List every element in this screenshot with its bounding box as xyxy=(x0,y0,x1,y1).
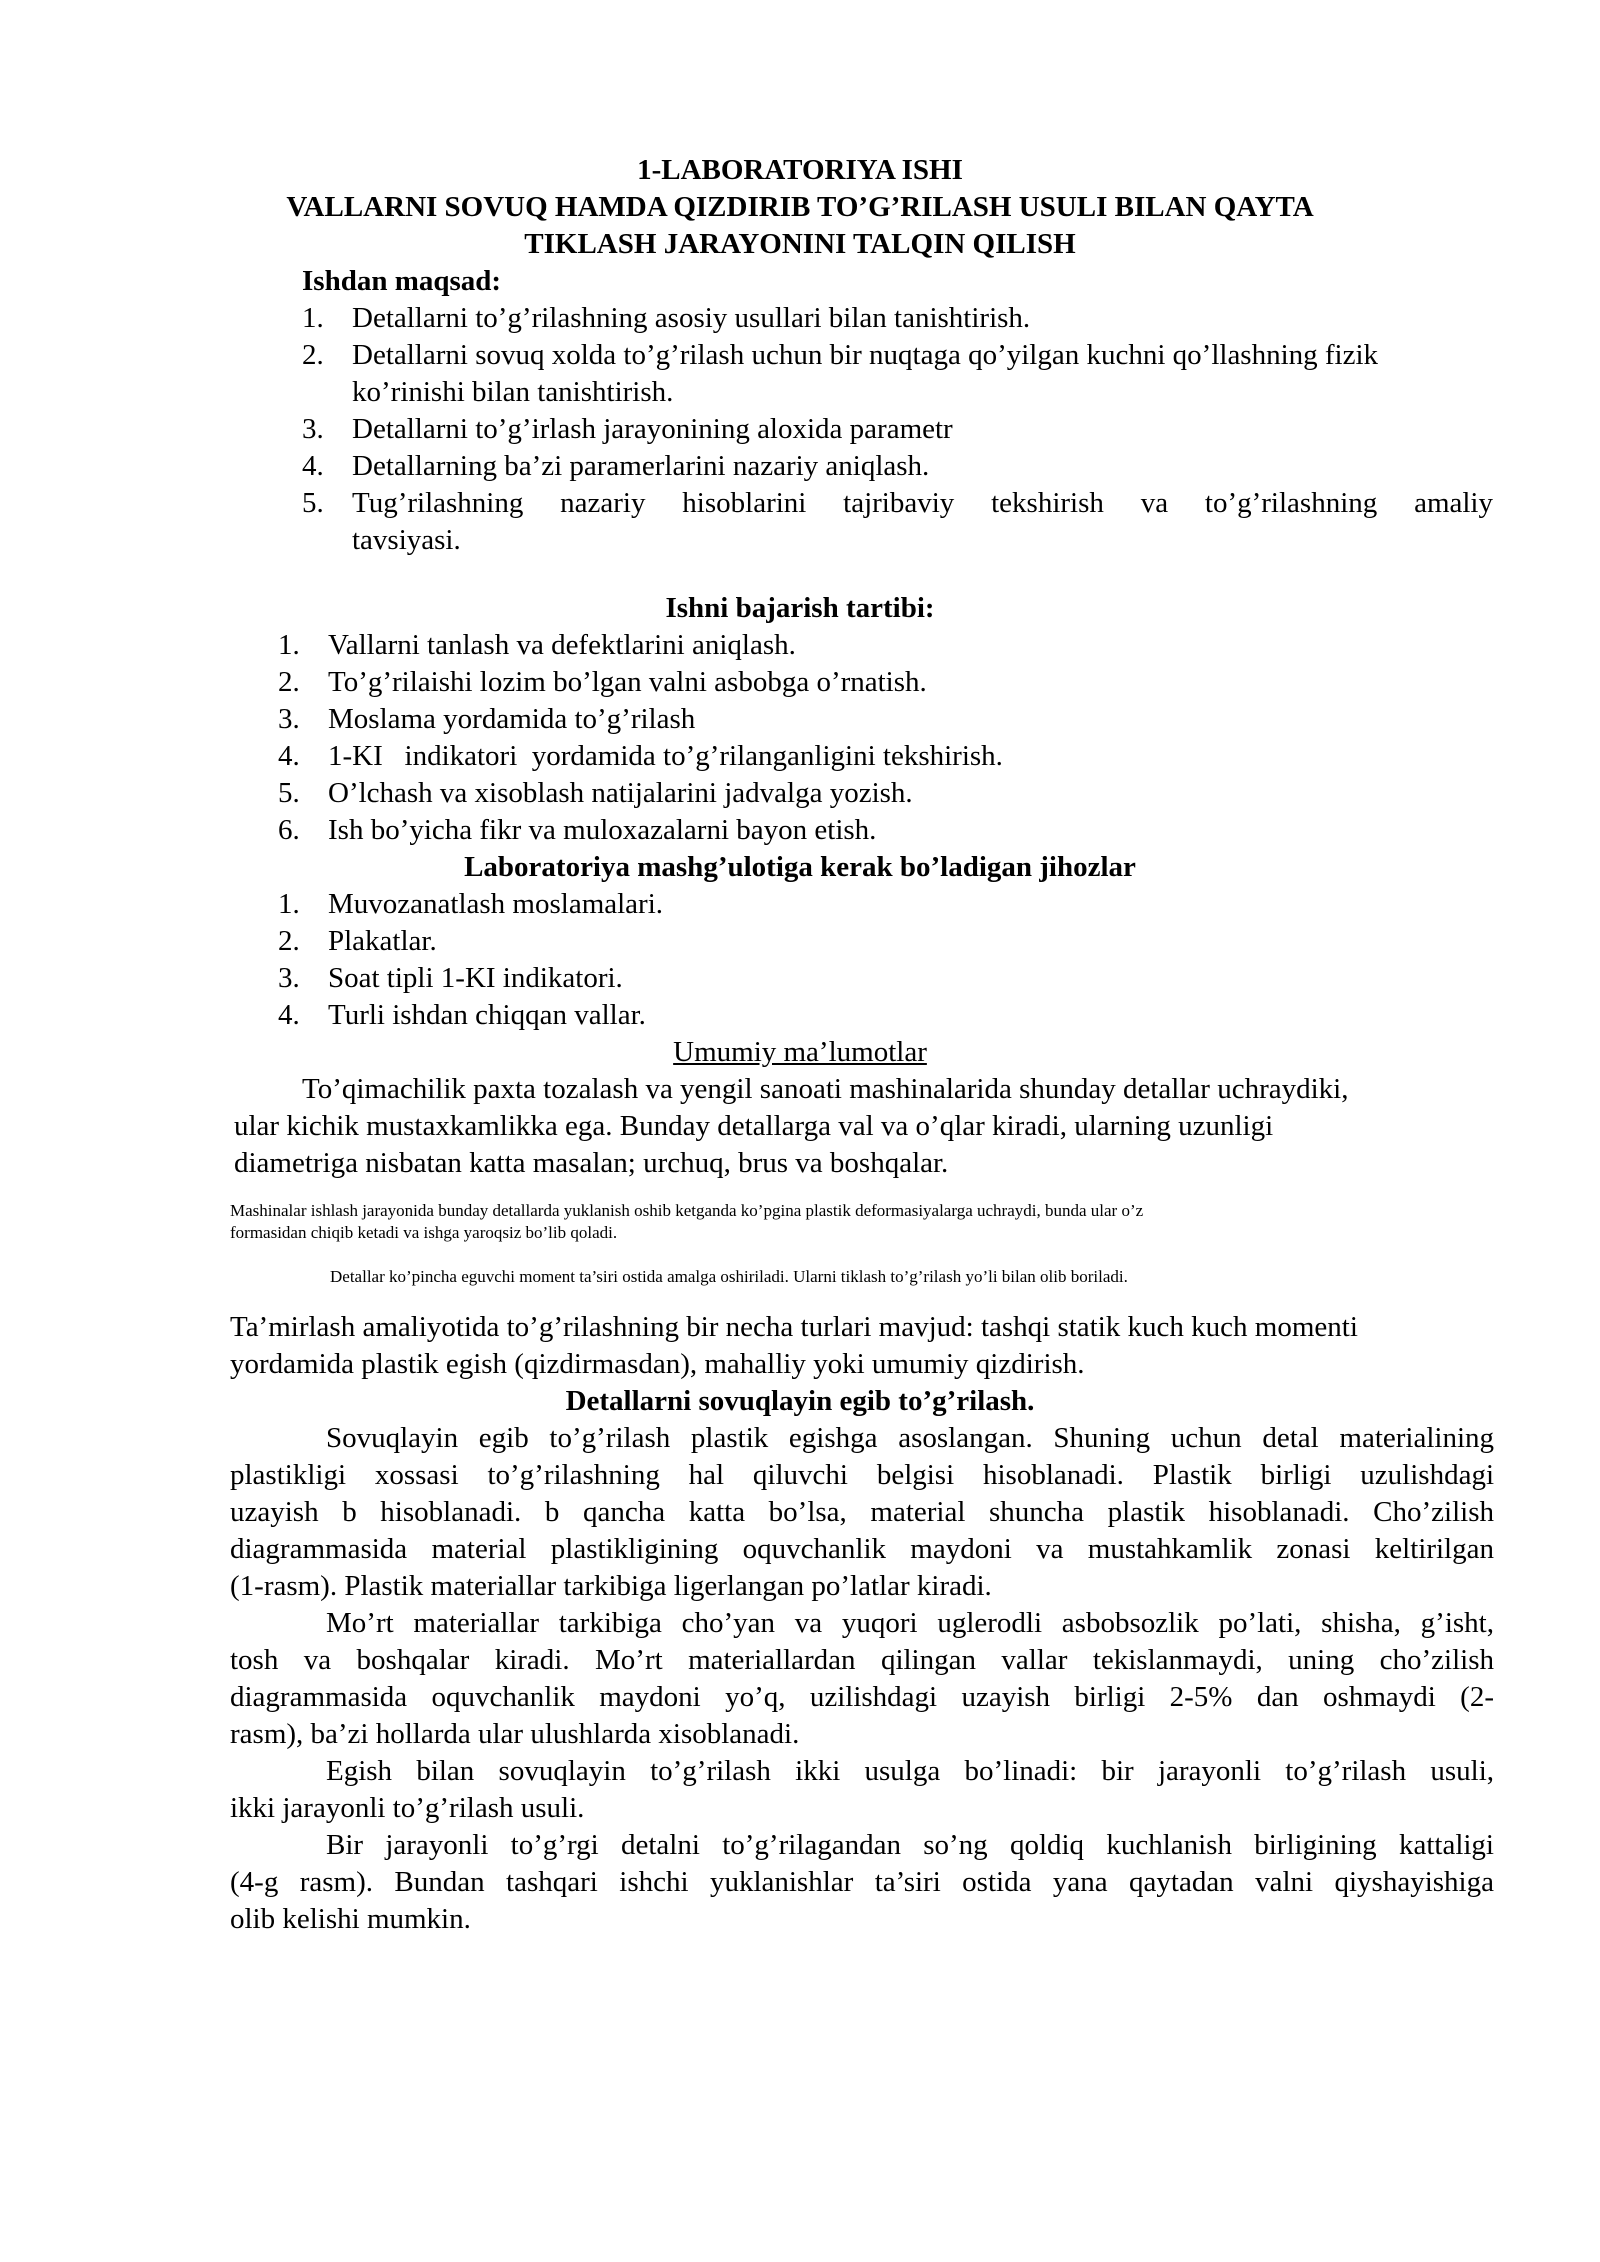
goal-item-text: Tug’rilashning nazariy hisoblarini tajribaviy tekshirish va to’g’rilashning amaliy xyxy=(352,487,1493,519)
procedure-item-number: 1. xyxy=(278,629,300,661)
equipment-item-number: 2. xyxy=(278,925,300,957)
cold-paragraph-1-line: uzayish b hisoblanadi. b qancha katta bo’lsa, material shuncha plastik hisoblanadi. Cho’zilish xyxy=(230,1496,1494,1528)
cold-paragraph-4-line: olib kelishi mumkin. xyxy=(230,1903,471,1935)
procedure-item-number: 3. xyxy=(278,703,300,735)
goal-item-text: Detallarni to’g’irlash jarayonining aloxida parametr xyxy=(352,413,953,445)
general-paragraph-2-line: Ta’mirlash amaliyotida to’g’rilashning bir necha turlari mavjud: tashqi statik kuch kuch momenti xyxy=(230,1311,1358,1343)
equipment-item-number: 4. xyxy=(278,999,300,1031)
procedure-item-text: Vallarni tanlash va defektlarini aniqlash. xyxy=(328,629,796,661)
equipment-item-text: Turli ishdan chiqqan vallar. xyxy=(328,999,646,1031)
procedure-heading: Ishni bajarish tartibi: xyxy=(665,592,935,624)
goal-item-number: 5. xyxy=(302,487,324,519)
goal-item-text-continued: ko’rinishi bilan tanishtirish. xyxy=(352,376,674,408)
cold-paragraph-4-line: (4-g rasm). Bundan tashqari ishchi yuklanishlar ta’siri ostida yana qaytadan valni qiyshayishiga xyxy=(230,1866,1494,1898)
cold-paragraph-1-line: (1-rasm). Plastik materiallar tarkibiga ligerlangan po’latlar kiradi. xyxy=(230,1570,992,1602)
goal-item-number: 3. xyxy=(302,413,324,445)
cold-paragraph-1-line: plastikligi xossasi to’g’rilashning hal qiluvchi belgisi hisoblanadi. Plastik birligi uzulishdagi xyxy=(230,1459,1494,1491)
cold-paragraph-3-line: ikki jarayonli to’g’rilash usuli. xyxy=(230,1792,585,1824)
cold-paragraph-1-line: Sovuqlayin egib to’g’rilash plastik egishga asoslangan. Shuning uchun detal materialining xyxy=(326,1422,1494,1454)
title-line-3: TIKLASH JARAYONINI TALQIN QILISH xyxy=(524,228,1076,260)
equipment-item-number: 3. xyxy=(278,962,300,994)
title-line-2: VALLARNI SOVUQ HAMDA QIZDIRIB TO’G’RILASH USULI BILAN QAYTA xyxy=(286,191,1314,223)
procedure-item-number: 4. xyxy=(278,740,300,772)
title-line-1: 1-LABORATORIYA ISHI xyxy=(637,154,963,186)
cold-paragraph-2-line: diagrammasida oquvchanlik maydoni yo’q, uzilishdagi uzayish birligi 2-5% dan oshmaydi (2- xyxy=(230,1681,1494,1713)
equipment-heading: Laboratoriya mashg’ulotiga kerak bo’ladigan jihozlar xyxy=(464,851,1136,883)
cold-paragraph-2-line: Mo’rt materiallar tarkibiga cho’yan va yuqori uglerodli asbobsozlik po’lati, shisha, g’isht, xyxy=(326,1607,1494,1639)
general-small-note-line: formasidan chiqib ketadi va ishga yaroqsiz bo’lib qoladi. xyxy=(230,1223,618,1242)
goal-item-text: Detallarni to’g’rilashning asosiy usullari bilan tanishtirish. xyxy=(352,302,1031,334)
cold-paragraph-1-line: diagrammasida material plastikligining oquvchanlik maydoni va mustahkamlik zonasi keltirilgan xyxy=(230,1533,1494,1565)
general-paragraph-1-line: ular kichik mustaxkamlikka ega. Bunday detallarga val va o’qlar kiradi, ularning uzunligi xyxy=(234,1110,1274,1142)
general-paragraph-1-line: To’qimachilik paxta tozalash va yengil sanoati mashinalarida shunday detallar uchraydiki, xyxy=(302,1073,1349,1105)
procedure-item-text: To’g’rilaishi lozim bo’lgan valni asbobga o’rnatish. xyxy=(328,666,927,698)
cold-paragraph-3-line: Egish bilan sovuqlayin to’g’rilash ikki usulga bo’linadi: bir jarayonli to’g’rilash usuli, xyxy=(326,1755,1494,1787)
goal-item-number: 4. xyxy=(302,450,324,482)
cold-paragraph-2-line: tosh va boshqalar kiradi. Mo’rt materiallardan qilingan vallar tekislanmaydi, uning cho’zilish xyxy=(230,1644,1494,1676)
general-paragraph-1-line: diametriga nisbatan katta masalan; urchuq, brus va boshqalar. xyxy=(234,1147,949,1179)
equipment-item-text: Soat tipli 1-KI indikatori. xyxy=(328,962,623,994)
procedure-item-text: Ish bo’yicha fikr va muloxazalarni bayon etish. xyxy=(328,814,877,846)
equipment-item-text: Muvozanatlash moslamalari. xyxy=(328,888,664,920)
procedure-item-number: 6. xyxy=(278,814,300,846)
procedure-item-text: Moslama yordamida to’g’rilash xyxy=(328,703,696,735)
general-small-note-line: Mashinalar ishlash jarayonida bunday detallarda yuklanish oshib ketganda ko’pgina plastik deformasiyalarga uchraydi, bunda ular o’z xyxy=(230,1201,1144,1220)
procedure-item-text: O’lchash va xisoblash natijalarini jadvalga yozish. xyxy=(328,777,913,809)
cold-paragraph-4-line: Bir jarayonli to’g’rgi detalni to’g’rilagandan so’ng qoldiq kuchlanish birligining kattaligi xyxy=(326,1829,1494,1861)
goal-heading: Ishdan maqsad: xyxy=(302,265,502,297)
goal-item-text: Detallarning ba’zi paramerlarini nazariy aniqlash. xyxy=(352,450,930,482)
procedure-item-number: 2. xyxy=(278,666,300,698)
general-heading: Umumiy ma’lumotlar xyxy=(673,1036,927,1068)
procedure-item-text: 1-KI indikatori yordamida to’g’rilanganligini tekshirish. xyxy=(328,740,1003,772)
equipment-item-text: Plakatlar. xyxy=(328,925,437,957)
goal-item-number: 2. xyxy=(302,339,324,371)
procedure-item-number: 5. xyxy=(278,777,300,809)
goal-item-text: Detallarni sovuq xolda to’g’rilash uchun bir nuqtaga qo’yilgan kuchni qo’llashning fizik xyxy=(352,339,1379,371)
general-paragraph-2-line: yordamida plastik egish (qizdirmasdan), mahalliy yoki umumiy qizdirish. xyxy=(230,1348,1085,1380)
general-small-note-2: Detallar ko’pincha eguvchi moment ta’siri ostida amalga oshiriladi. Ularni tiklash to’g’rilash yo’li bilan olib boriladi. xyxy=(330,1267,1128,1286)
goal-item-number: 1. xyxy=(302,302,324,334)
goal-item-text-continued: tavsiyasi. xyxy=(352,524,461,556)
equipment-item-number: 1. xyxy=(278,888,300,920)
cold-paragraph-2-line: rasm), ba’zi hollarda ular ulushlarda xisoblanadi. xyxy=(230,1718,800,1750)
cold-straightening-heading: Detallarni sovuqlayin egib to’g’rilash. xyxy=(565,1385,1035,1417)
